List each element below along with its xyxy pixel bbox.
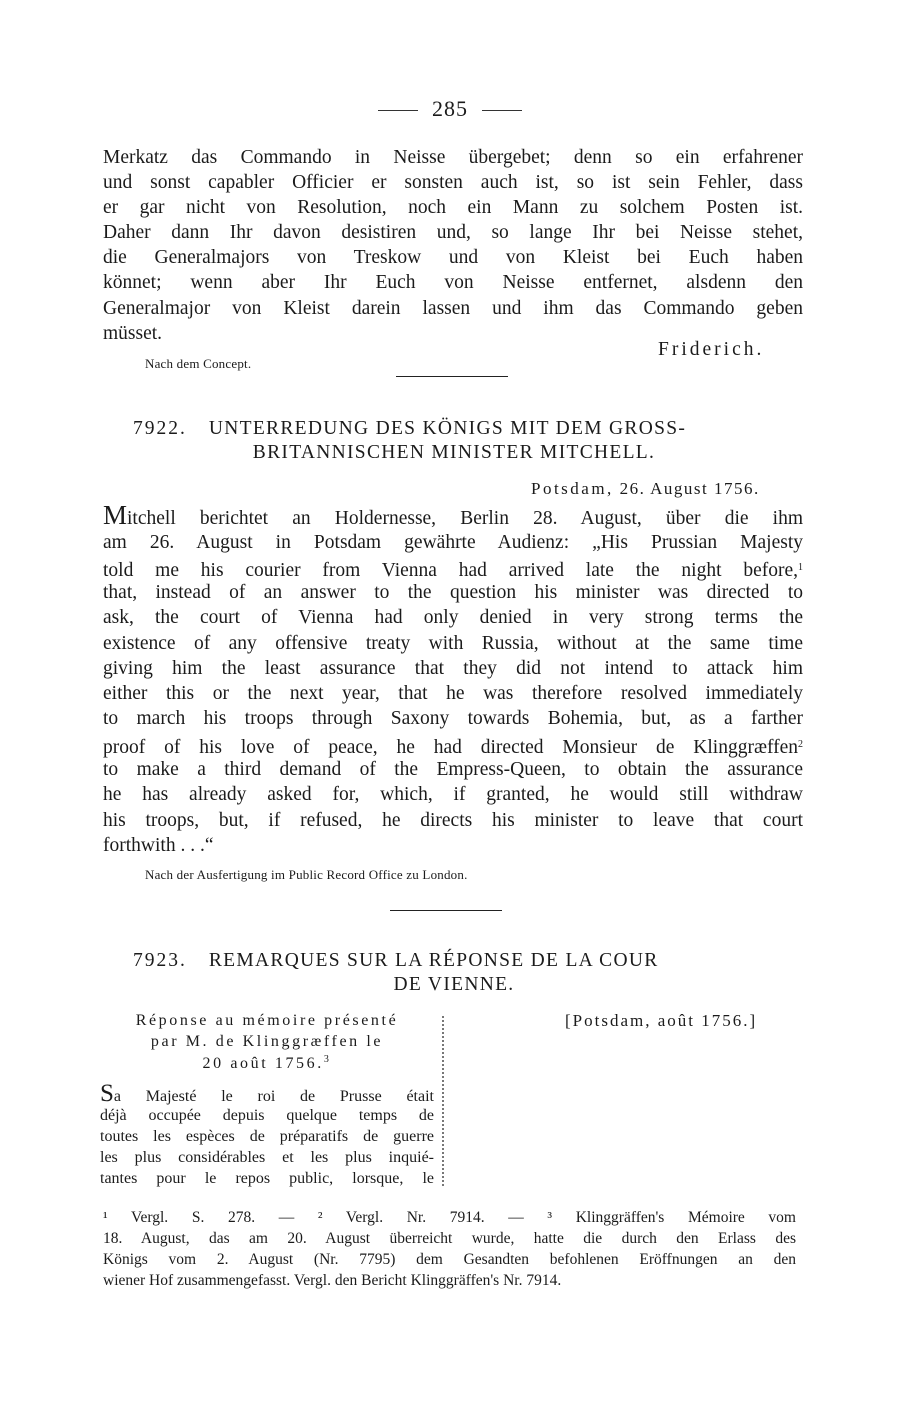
body-line: ask, the court of Vienna had only denied in very strong terms the bbox=[103, 607, 803, 628]
left-column-title: par M. de Klinggræffen le bbox=[150, 1033, 384, 1050]
body-line bbox=[103, 732, 803, 760]
body-line: he has already asked for, which, if granted, he would still withdraw bbox=[103, 784, 803, 805]
letter-line: und sonst capabler Officier er sonsten auch ist, so ist sein Fehler, dass bbox=[103, 172, 803, 193]
left-column-line: déjà occupée depuis quelque temps de bbox=[100, 1107, 434, 1124]
footnote-line: wiener Hof zusammengefasst. Vergl. den Bericht Klinggräffen's Nr. 7914. bbox=[103, 1272, 562, 1289]
body-line: am 26. August in Potsdam gewährte Audienz: „His Prussian Majesty bbox=[103, 532, 803, 553]
footnote-line: 18. August, das am 20. August überreicht wurde, hatte die durch den Erlass des bbox=[103, 1230, 796, 1247]
header-dash-right bbox=[482, 110, 522, 111]
drop-cap: S bbox=[100, 1080, 114, 1107]
section-divider bbox=[396, 376, 508, 377]
document-heading bbox=[133, 418, 686, 440]
body-line-text: told me his courier from Vienna had arrived late the night before, bbox=[103, 560, 798, 581]
dateline-date: 26. August 1756. bbox=[619, 479, 760, 498]
letter-line: die Generalmajors von Treskow und von Kleist bei Euch haben bbox=[103, 247, 803, 268]
letter-line: Generalmajor von Kleist darein lassen und ihm das Commando geben bbox=[103, 298, 803, 319]
document-heading bbox=[133, 950, 659, 972]
footnote-mark: 3 bbox=[323, 1054, 332, 1065]
drop-cap: M bbox=[103, 500, 128, 530]
letter-line: Merkatz das Commando in Neisse übergebet; denn so ein erfahrener bbox=[103, 147, 803, 168]
page-header bbox=[0, 96, 900, 122]
footnote-line: ¹ Vergl. S. 278. — ² Vergl. Nr. 7914. — ³ Klinggräffen's Mémoire vom bbox=[103, 1209, 796, 1226]
source-note: Nach dem Concept. bbox=[145, 356, 252, 371]
left-column-line bbox=[100, 1080, 434, 1107]
footnote-mark: 1 bbox=[798, 562, 803, 573]
document-number: 7923. bbox=[133, 950, 187, 971]
source-note: Nach der Ausfertigung im Public Record Office zu London. bbox=[145, 867, 468, 882]
footnote-mark: 2 bbox=[798, 739, 803, 750]
left-column-title-text: 20 août 1756. bbox=[202, 1055, 324, 1072]
body-line-text: itchell berichtet an Holdernesse, Berlin 28. August, über die ihm bbox=[127, 508, 803, 529]
left-column-line: les plus considérables et les plus inquié- bbox=[100, 1149, 434, 1166]
right-column-date: [Potsdam, août 1756.] bbox=[565, 1011, 758, 1030]
header-dash-left bbox=[378, 110, 418, 111]
letter-line: könnet; wenn aber Ihr Euch von Neisse entfernet, alsdenn den bbox=[103, 272, 803, 293]
column-divider bbox=[442, 1016, 444, 1186]
body-line bbox=[103, 500, 803, 531]
document-title-line: REMARQUES SUR LA RÉPONSE DE LA COUR bbox=[208, 950, 659, 971]
body-line: to make a third demand of the Empress-Queen, to obtain the assurance bbox=[103, 759, 803, 780]
left-column-line: toutes les espèces de préparatifs de guerre bbox=[100, 1128, 434, 1145]
body-line: his troops, but, if refused, he directs his minister to leave that court bbox=[103, 810, 803, 831]
signature: Friderich. bbox=[658, 339, 765, 360]
page-number: 285 bbox=[432, 96, 468, 121]
letter-line: er gar nicht von Resolution, noch ein Mann zu solchem Posten ist. bbox=[103, 197, 803, 218]
document-title-line: DE VIENNE. bbox=[393, 974, 515, 995]
left-column-line-text: a Majesté le roi de Prusse était bbox=[113, 1088, 434, 1105]
body-line-text: proof of his love of peace, he had directed Monsieur de Klinggræffen bbox=[103, 737, 798, 758]
document-title-line: BRITANNISCHEN MINISTER MITCHELL. bbox=[252, 442, 656, 463]
body-line: that, instead of an answer to the question his minister was directed to bbox=[103, 582, 803, 603]
body-line: either this or the next year, that he was therefore resolved immediately bbox=[103, 683, 803, 704]
dateline bbox=[531, 479, 760, 499]
section-divider bbox=[390, 910, 502, 911]
body-line bbox=[103, 555, 803, 583]
document-number: 7922. bbox=[133, 418, 187, 439]
left-column bbox=[100, 1080, 434, 1194]
left-column-line: tantes pour le repos public, lorsque, le bbox=[100, 1170, 434, 1187]
body-line: giving him the least assurance that they did not intend to attack him bbox=[103, 658, 803, 679]
body-line: to march his troops through Saxony towards Bohemia, but, as a farther bbox=[103, 708, 803, 729]
left-column-title bbox=[100, 1054, 434, 1073]
letter-line: Daher dann Ihr davon desistiren und, so lange Ihr bei Neisse stehet, bbox=[103, 222, 803, 243]
left-column-title: Réponse au mémoire présenté bbox=[135, 1012, 399, 1029]
dateline-place: Potsdam, bbox=[531, 479, 614, 498]
body-line: existence of any offensive treaty with Russia, without at the same time bbox=[103, 633, 803, 654]
footnote-line: Königs vom 2. August (Nr. 7795) dem Gesandten befohlenen Eröffnungen an den bbox=[103, 1251, 796, 1268]
letter-line: müsset. bbox=[103, 323, 163, 344]
body-line: forthwith . . .“ bbox=[103, 835, 214, 856]
document-title-line: UNTERREDUNG DES KÖNIGS MIT DEM GROSS- bbox=[208, 418, 687, 439]
